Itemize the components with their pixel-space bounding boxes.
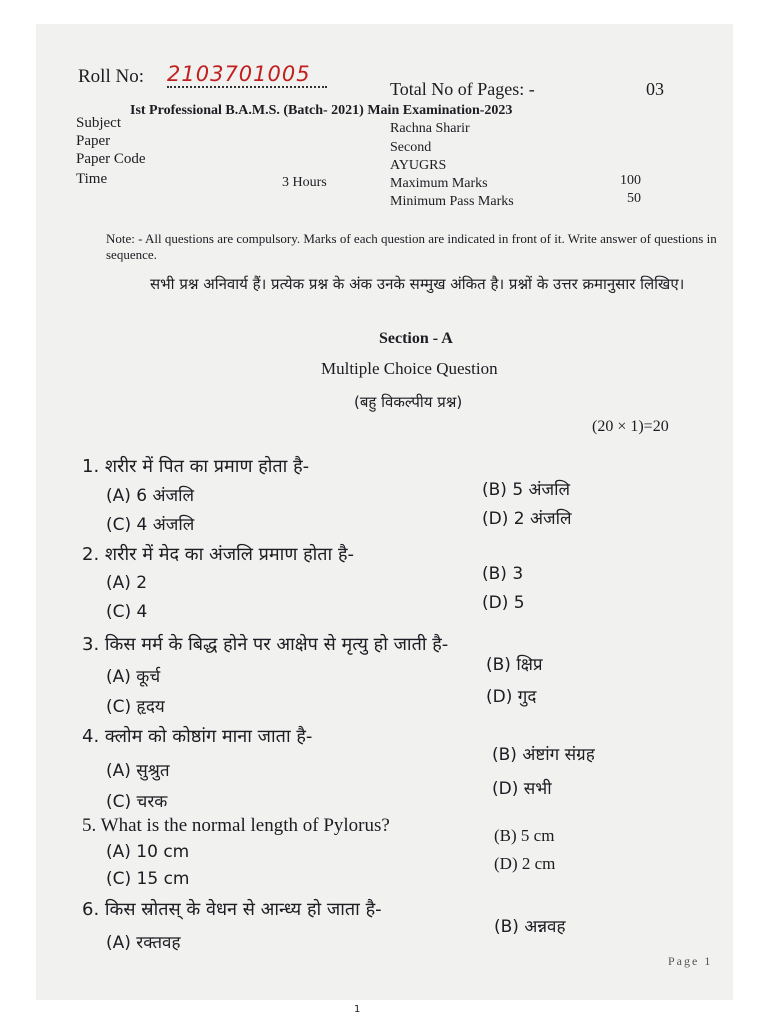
total-pages-value: 03	[646, 79, 664, 99]
q5-option-d: (D) 2 cm	[494, 854, 556, 873]
q3-option-b: (B) क्षिप्र	[486, 655, 543, 675]
question-1: 1. शरीर में पित का प्रमाण होता है-	[82, 456, 310, 477]
q2-option-d: (D) 5	[482, 593, 525, 613]
q2-option-a: (A) 2	[106, 573, 148, 593]
paper-value: Second	[390, 140, 432, 155]
paper-code-value: AYUGRS	[390, 158, 447, 173]
q1-option-c: (C) 4 अंजलि	[106, 515, 195, 535]
q2-option-b: (B) 3	[482, 564, 524, 584]
exam-paper	[36, 24, 733, 1000]
note-english: Note: - All questions are compulsory. Marks of each question are indicated in front of it. Write answer of questions in sequence.	[106, 231, 717, 262]
min-marks-label: Minimum Pass Marks	[390, 194, 514, 209]
q5-option-c: (C) 15 cm	[106, 869, 190, 889]
q1-option-a: (A) 6 अंजलि	[106, 486, 195, 506]
q2-option-c: (C) 4	[106, 602, 148, 622]
q3-option-a: (A) कूर्च	[106, 667, 161, 687]
exam-title: Ist Professional B.A.M.S. (Batch- 2021) Main Examination-2023	[130, 103, 513, 118]
q5-option-b: (B) 5 cm	[494, 826, 555, 845]
section-subtitle-hindi: (बहु विकल्पीय प्रश्न)	[354, 393, 463, 411]
question-3: 3. किस मर्म के बिद्ध होने पर आक्षेप से मृत्यु हो जाती है-	[82, 634, 449, 655]
section-marks: (20 × 1)=20	[592, 418, 669, 435]
q6-option-a: (A) रक्तवह	[106, 933, 181, 953]
time-value: 3 Hours	[282, 175, 327, 190]
scan-page-number: 1	[354, 1004, 361, 1015]
q3-option-d: (D) गुद	[486, 687, 537, 707]
roll-no-label: Roll No:	[78, 66, 144, 87]
subject-value: Rachna Sharir	[390, 121, 470, 136]
section-subtitle: Multiple Choice Question	[321, 359, 498, 378]
min-marks-value: 50	[627, 191, 641, 206]
q4-option-b: (B) अंष्टांग संग्रह	[492, 745, 595, 765]
note-hindi: सभी प्रश्न अनिवार्य हैं। प्रत्येक प्रश्न के अंक उनके सम्मुख अंकित है। प्रश्नों के उत्तर क्रमानुसार लिखिए।	[150, 275, 685, 293]
q1-option-d: (D) 2 अंजलि	[482, 509, 572, 529]
max-marks-label: Maximum Marks	[390, 176, 488, 191]
page-footer-label: Page 1	[668, 954, 713, 968]
q5-option-a: (A) 10 cm	[106, 842, 190, 862]
paper-label: Paper	[76, 133, 111, 149]
subject-label: Subject	[76, 115, 121, 131]
q6-option-b: (B) अन्नवह	[494, 917, 566, 937]
question-2: 2. शरीर में मेद का अंजलि प्रमाण होता है-	[82, 544, 354, 565]
q4-option-c: (C) चरक	[106, 792, 168, 812]
q4-option-d: (D) सभी	[492, 779, 552, 799]
max-marks-value: 100	[620, 173, 641, 188]
total-pages-label: Total No of Pages: -	[390, 79, 535, 99]
section-title: Section - A	[379, 330, 453, 347]
question-4: 4. क्लोम को कोष्ठांग माना जाता है-	[82, 726, 313, 747]
question-6: 6. किस स्रोतस् के वेधन से आन्ध्य हो जाता है-	[82, 899, 382, 920]
question-5: 5. What is the normal length of Pylorus?	[82, 815, 390, 836]
q1-option-b: (B) 5 अंजलि	[482, 480, 571, 500]
roll-no-value: 2103701005	[167, 62, 327, 88]
time-label: Time	[76, 171, 108, 187]
q4-option-a: (A) सुश्रुत	[106, 761, 170, 781]
paper-code-label: Paper Code	[76, 151, 146, 167]
q3-option-c: (C) हृदय	[106, 697, 165, 717]
